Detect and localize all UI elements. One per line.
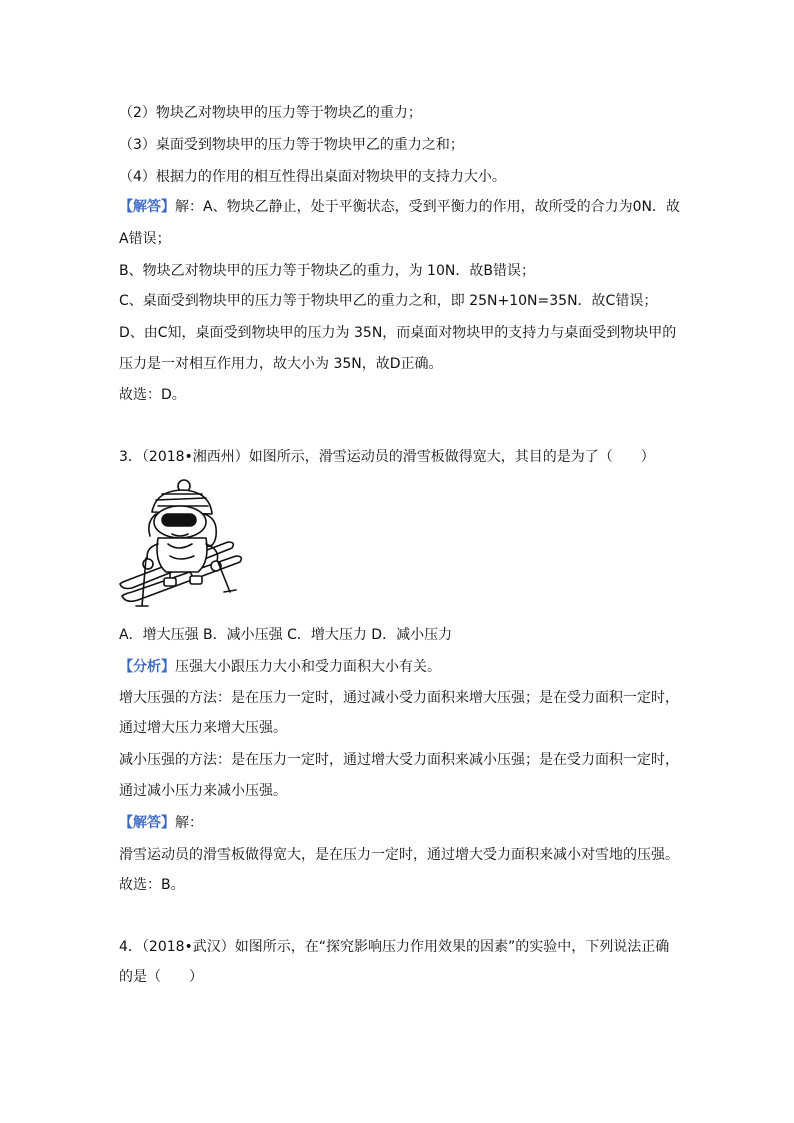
answer-line: 故选：D。 [119, 387, 186, 403]
analysis-line: 通过增大压力来增大压强。 [119, 720, 287, 736]
analysis-line: 减小压强的方法：是在压力一定时，通过增大受力面积来减小压强；是在受力面积一定时， [119, 752, 679, 768]
question-4-stem: 4．（2018•武汉）如图所示，在“探究影响压力作用效果的因素”的实验中，下列说法正确 [119, 939, 670, 955]
answer-line [119, 198, 680, 216]
answer-line: C、桌面受到物块甲的压力等于物块甲乙的重力之和，即 25N+10N=35N．故C错误； [119, 293, 658, 309]
answer-line: 故选：B。 [119, 877, 185, 893]
analysis-tag: 【分析】 [119, 659, 175, 675]
analysis-line: （3）桌面受到物块甲的压力等于物块甲乙的重力之和； [119, 137, 464, 153]
analysis-line [119, 658, 441, 676]
question-4-stem: 的是（ ） [119, 969, 203, 985]
answer-tag: 【解答】 [119, 199, 175, 215]
answer-line [119, 814, 203, 832]
question-3-stem: 3．（2018•湘西州）如图所示，滑雪运动员的滑雪板做得宽大，其目的是为了（ ） [119, 449, 655, 465]
question-3-options: A．增大压强 B．减小压强 C．增大压力 D．减小压力 [119, 627, 453, 643]
answer-text: 解：A、物块乙静止，处于平衡状态，受到平衡力的作用，故所受的合力为0N．故 [175, 199, 680, 215]
answer-tag: 【解答】 [119, 815, 175, 831]
answer-line: A错误； [119, 231, 171, 247]
answer-line: 压力是一对相互作用力，故大小为 35N，故D正确。 [119, 356, 443, 372]
answer-line: D、由C知，桌面受到物块甲的压力为 35N，而桌面对物块甲的支持力与桌面受到物块甲的 [119, 325, 677, 341]
answer-line: B、物块乙对物块甲的压力等于物块乙的重力，为 10N．故B错误； [119, 263, 535, 279]
analysis-line: 增大压强的方法：是在压力一定时，通过减小受力面积来增大压强；是在受力面积一定时， [119, 690, 679, 706]
answer-line: 滑雪运动员的滑雪板做得宽大，是在压力一定时，通过增大受力面积来减小对雪地的压强。 [119, 847, 679, 863]
skier-figure [118, 478, 244, 612]
analysis-line: （4）根据力的作用的相互性得出桌面对物块甲的支持力大小。 [119, 169, 506, 185]
analysis-line: （2）物块乙对物块甲的压力等于物块乙的重力； [119, 105, 422, 121]
analysis-text: 压强大小跟压力大小和受力面积大小有关。 [175, 659, 441, 675]
analysis-line: 通过减小压力来减小压强。 [119, 783, 287, 799]
answer-text: 解： [175, 815, 203, 831]
